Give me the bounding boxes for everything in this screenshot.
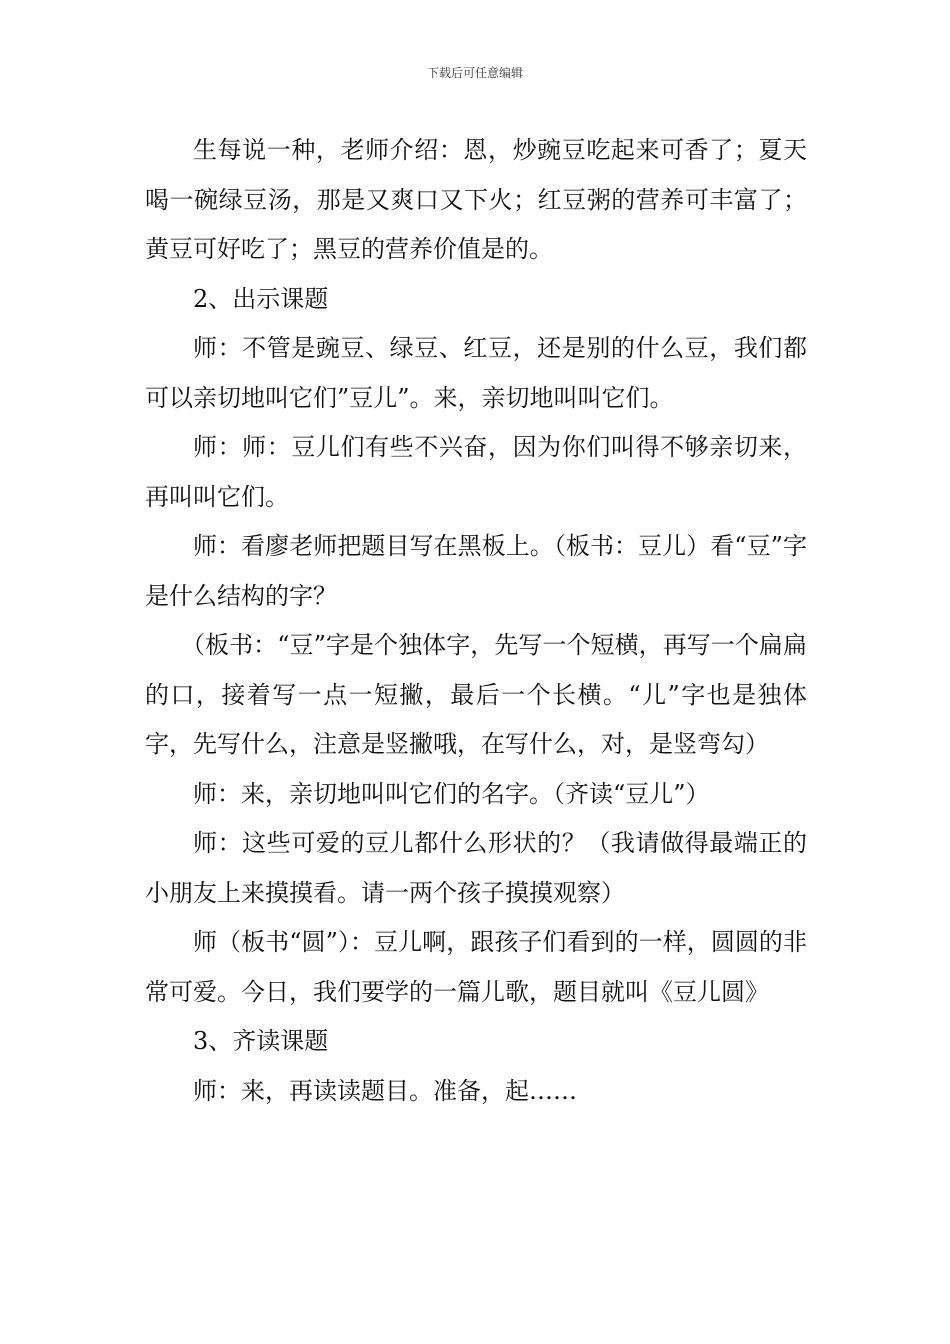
paragraph: 生每说一种，老师介绍：恩，炒豌豆吃起来可香了；夏天喝一碗绿豆汤，那是又爽口又下火；红豆粥的营养可丰富了；黄豆可好吃了；黑豆的营养价值是的。 (145, 136, 807, 263)
paragraph: 师（板书“圆”）：豆儿啊，跟孩子们看到的一样，圆圆的非常可爱。今日，我们要学的一篇儿歌，题目就叫《豆儿圆》 (145, 928, 807, 1006)
paragraph: 师：不管是豌豆、绿豆、红豆，还是别的什么豆，我们都可以亲切地叫它们”豆儿”。来，亲切地叫叫它们。 (145, 334, 807, 412)
paragraph: （板书：“豆”字是个独体字，先写一个短横，再写一个扁扁的口，接着写一点一短撇，最后一个长横。“儿”字也是独体字，先写什么，注意是竖撇哦，在写什么，对，是竖弯勾） (145, 631, 807, 758)
paragraph: 师：来，亲切地叫叫它们的名字。（齐读“豆儿”） (193, 779, 710, 808)
section-heading: 3、齐读课题 (193, 1027, 329, 1055)
paragraph: 师：师：豆儿们有些不兴奋，因为你们叫得不够亲切来，再叫叫它们。 (145, 433, 807, 511)
section-heading: 2、出示课题 (193, 284, 329, 313)
page-header: 下载后可任意编辑 (426, 66, 523, 80)
document-body (145, 126, 807, 1116)
paragraph: 师：看廖老师把题目写在黑板上。（板书：豆儿）看“豆”字是什么结构的字？ (145, 532, 807, 610)
paragraph: 师：来，再读读题目。准备，起…… (193, 1076, 577, 1105)
paragraph: 师：这些可爱的豆儿都什么形状的？（我请做得最端正的小朋友上来摸摸看。请一两个孩子摸摸观察） (145, 829, 807, 907)
